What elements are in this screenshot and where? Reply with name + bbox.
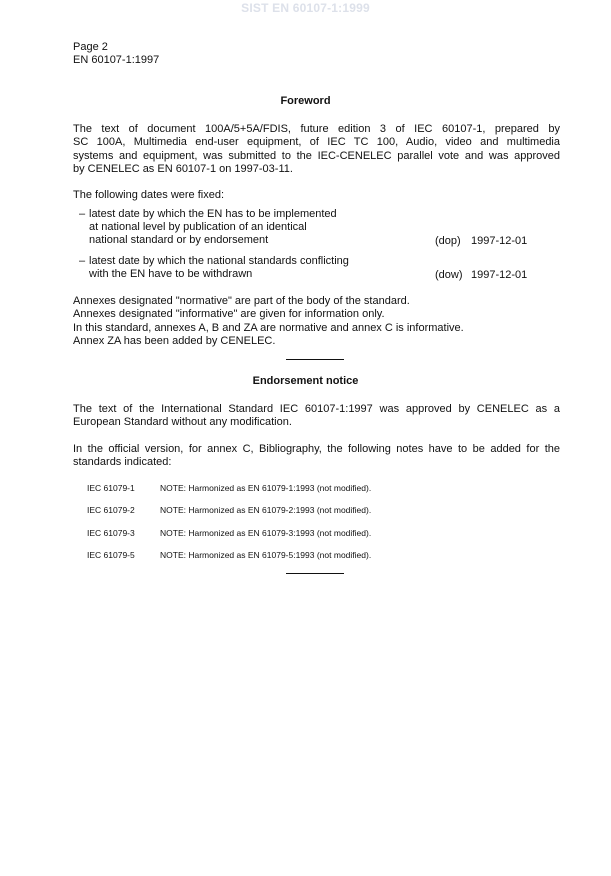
dow-abbr: (dow) <box>435 269 463 281</box>
endorsement-title: Endorsement notice <box>252 375 359 387</box>
foreword-line-1: The text of document 100A/5+5A/FDIS, future edition 3 of IEC 60107-1, prepared by <box>73 123 560 135</box>
annex-paragraph <box>73 295 560 348</box>
note-standard: IEC 61079-2 <box>87 505 135 515</box>
foreword-line-4: by CENELEC as EN 60107-1 on 1997-03-11. <box>73 162 293 175</box>
annex-line-4: Annex ZA has been added by CENELEC. <box>73 334 276 347</box>
dop-date: 1997-12-01 <box>471 235 528 247</box>
endorsement-line-2: European Standard without any modification. <box>73 416 292 429</box>
note-text: NOTE: Harmonized as EN 61079-3:1993 (not modified). <box>160 528 372 538</box>
date-item-line: latest date by which the EN has to be implemented <box>89 208 337 220</box>
page-number: Page 2 <box>73 41 108 53</box>
foreword-line-3: systems and equipment, was submitted to the IEC-CENELEC parallel vote and was approved <box>73 149 560 162</box>
date-item-line: national standard or by endorsement <box>89 234 269 246</box>
dash-bullet: – <box>79 255 86 267</box>
dates-intro: The following dates were fixed: <box>73 189 225 201</box>
watermark: SIST EN 60107-1:1999 <box>241 1 370 15</box>
note-standard: IEC 61079-3 <box>87 528 135 538</box>
note-standard: IEC 61079-5 <box>87 550 135 560</box>
dash-bullet: – <box>79 208 86 220</box>
endorsement-paragraph-1 <box>73 403 560 430</box>
end-divider <box>286 573 344 574</box>
annex-line-1: Annexes designated "normative" are part of the body of the standard. <box>73 295 410 307</box>
date-item-line: with the EN have to be withdrawn <box>89 268 253 280</box>
endorsement-line-3: In the official version, for annex C, Bibliography, the following notes have to be added for the <box>73 443 560 455</box>
endorsement-paragraph-2 <box>73 443 560 470</box>
annex-line-3: In this standard, annexes A, B and ZA are normative and annex C is informative. <box>73 321 464 334</box>
document-id: EN 60107-1:1997 <box>73 54 160 66</box>
foreword-line-2: SC 100A, Multimedia end-user equipment, of IEC TC 100, Audio, video and multimedia <box>73 136 560 149</box>
endorsement-line-4: standards indicated: <box>73 456 172 469</box>
annex-line-2: Annexes designated "informative" are given for information only. <box>73 308 385 321</box>
foreword-paragraph <box>73 123 560 176</box>
dop-abbr: (dop) <box>435 235 461 247</box>
note-text: NOTE: Harmonized as EN 61079-1:1993 (not modified). <box>160 483 372 493</box>
dow-date: 1997-12-01 <box>471 269 528 281</box>
note-text: NOTE: Harmonized as EN 61079-2:1993 (not modified). <box>160 505 372 515</box>
date-item-line: latest date by which the national standards conflicting <box>89 255 349 267</box>
foreword-title: Foreword <box>280 95 331 107</box>
section-divider <box>286 359 344 360</box>
date-item-line: at national level by publication of an identical <box>89 221 307 233</box>
note-standard: IEC 61079-1 <box>87 483 135 493</box>
endorsement-line-1: The text of the International Standard IEC 60107-1:1997 was approved by CENELEC as a <box>73 403 560 415</box>
note-text: NOTE: Harmonized as EN 61079-5:1993 (not modified). <box>160 550 372 560</box>
